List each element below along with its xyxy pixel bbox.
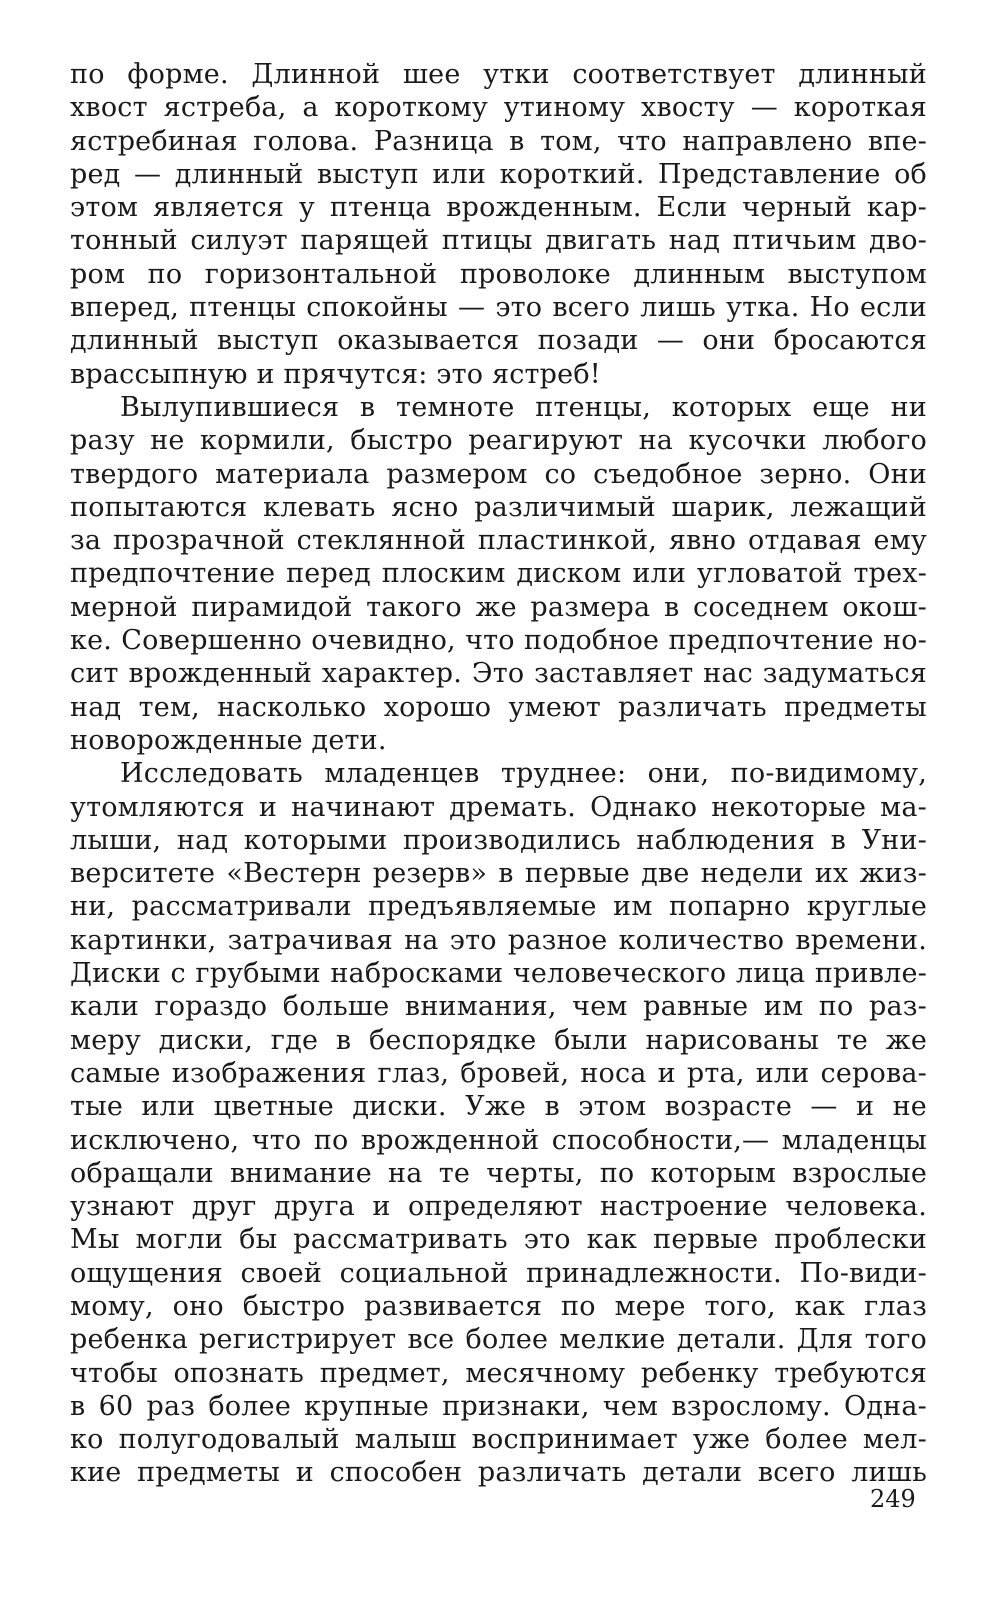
text-line: в 60 раз более крупные признаки, чем взрослому. Одна- <box>70 1390 927 1422</box>
paragraph-3 <box>70 757 927 1490</box>
text-line: кие предметы и способен различать детали всего лишь <box>70 1457 927 1489</box>
text-line: тонный силуэт парящей птицы двигать над птичьим дво- <box>70 225 927 257</box>
text-line: ребенка регистрирует все более мелкие детали. Для того <box>70 1324 927 1356</box>
text-line: меру диски, где в беспорядке были нарисованы те же <box>70 1024 927 1056</box>
text-line: за прозрачной стеклянной пластинкой, явно отдавая ему <box>70 525 927 557</box>
text-line: самые изображения глаз, бровей, носа и рта, или серова- <box>70 1057 927 1089</box>
text-line: сит врожденный характер. Это заставляет нас задуматься <box>70 658 927 690</box>
text-line: Исследовать младенцев труднее: они, по-видимому, <box>120 758 927 790</box>
text-line: утомляются и начинают дремать. Однако некоторые ма- <box>70 791 927 823</box>
text-line: этом является у птенца врожденным. Если черный кар- <box>70 192 927 224</box>
text-line: ром по горизонтальной проволоке длинным выступом <box>70 258 927 290</box>
text-line: твердого материала размером со съедобное зерно. Они <box>70 458 927 490</box>
text-line: Мы могли бы рассматривать это как первые проблески <box>70 1224 927 1256</box>
text-line: новорожденные дети. <box>70 724 387 756</box>
text-line: мерной пирамидой такого же размера в соседнем окош- <box>70 591 927 623</box>
text-line: ко полугодовалый малыш воспринимает уже более мел- <box>70 1424 927 1456</box>
text-line: над тем, насколько хорошо умеют различать предметы <box>70 691 927 723</box>
text-line: чтобы опознать предмет, месячному ребенку требуются <box>70 1357 927 1389</box>
paragraph-2 <box>70 391 927 757</box>
text-line: разу не кормили, быстро реагируют на кусочки любого <box>70 425 927 457</box>
text-line: Вылупившиеся в темноте птенцы, которых еще ни <box>120 391 927 423</box>
text-line: попытаются клевать ясно различимый шарик, лежащий <box>70 491 927 523</box>
text-line: врассыпную и прячутся: это ястреб! <box>70 358 601 390</box>
text-line: хвост ястреба, а короткому утиному хвосту — короткая <box>70 92 927 124</box>
text-line: лыши, над которыми производились наблюдения в Уни- <box>70 824 927 856</box>
text-line: тые или цветные диски. Уже в этом возрасте — и не <box>70 1091 927 1123</box>
text-line: ни, рассматривали предъявляемые им попарно круглые <box>70 891 927 923</box>
text-line: ястребиная голова. Разница в том, что направлено впе- <box>70 125 927 157</box>
text-line: ощущения своей социальной принадлежности. По-види- <box>70 1257 927 1289</box>
body-text <box>70 58 927 1490</box>
text-line: предпочтение перед плоским диском или угловатой трех- <box>70 558 927 590</box>
text-line: ред — длинный выступ или короткий. Представление об <box>70 158 927 190</box>
text-line: обращали внимание на те черты, по которым взрослые <box>70 1157 927 1189</box>
text-line: мому, оно быстро развивается по мере того, как глаз <box>70 1290 927 1322</box>
text-line: по форме. Длинной шее утки соответствует длинный <box>70 59 927 90</box>
paragraph-1 <box>70 58 927 391</box>
text-line: кали гораздо больше внимания, чем равные им по раз- <box>70 991 927 1023</box>
text-line: длинный выступ оказывается позади — они бросаются <box>70 325 927 357</box>
text-line: вперед, птенцы спокойны — это всего лишь утка. Но если <box>70 292 927 324</box>
text-line: картинки, затрачивая на это разное количество времени. <box>70 924 927 956</box>
text-line: узнают друг друга и определяют настроение человека. <box>70 1191 927 1223</box>
page-number: 249 <box>870 1485 916 1513</box>
text-line: Диски с грубыми набросками человеческого лица привле- <box>70 958 927 990</box>
text-line: ке. Совершенно очевидно, что подобное предпочтение но- <box>70 625 927 657</box>
text-line: исключено, что по врожденной способности,— младенцы <box>70 1124 927 1156</box>
text-line: верситете «Вестерн резерв» в первые две недели их жиз- <box>70 858 927 890</box>
